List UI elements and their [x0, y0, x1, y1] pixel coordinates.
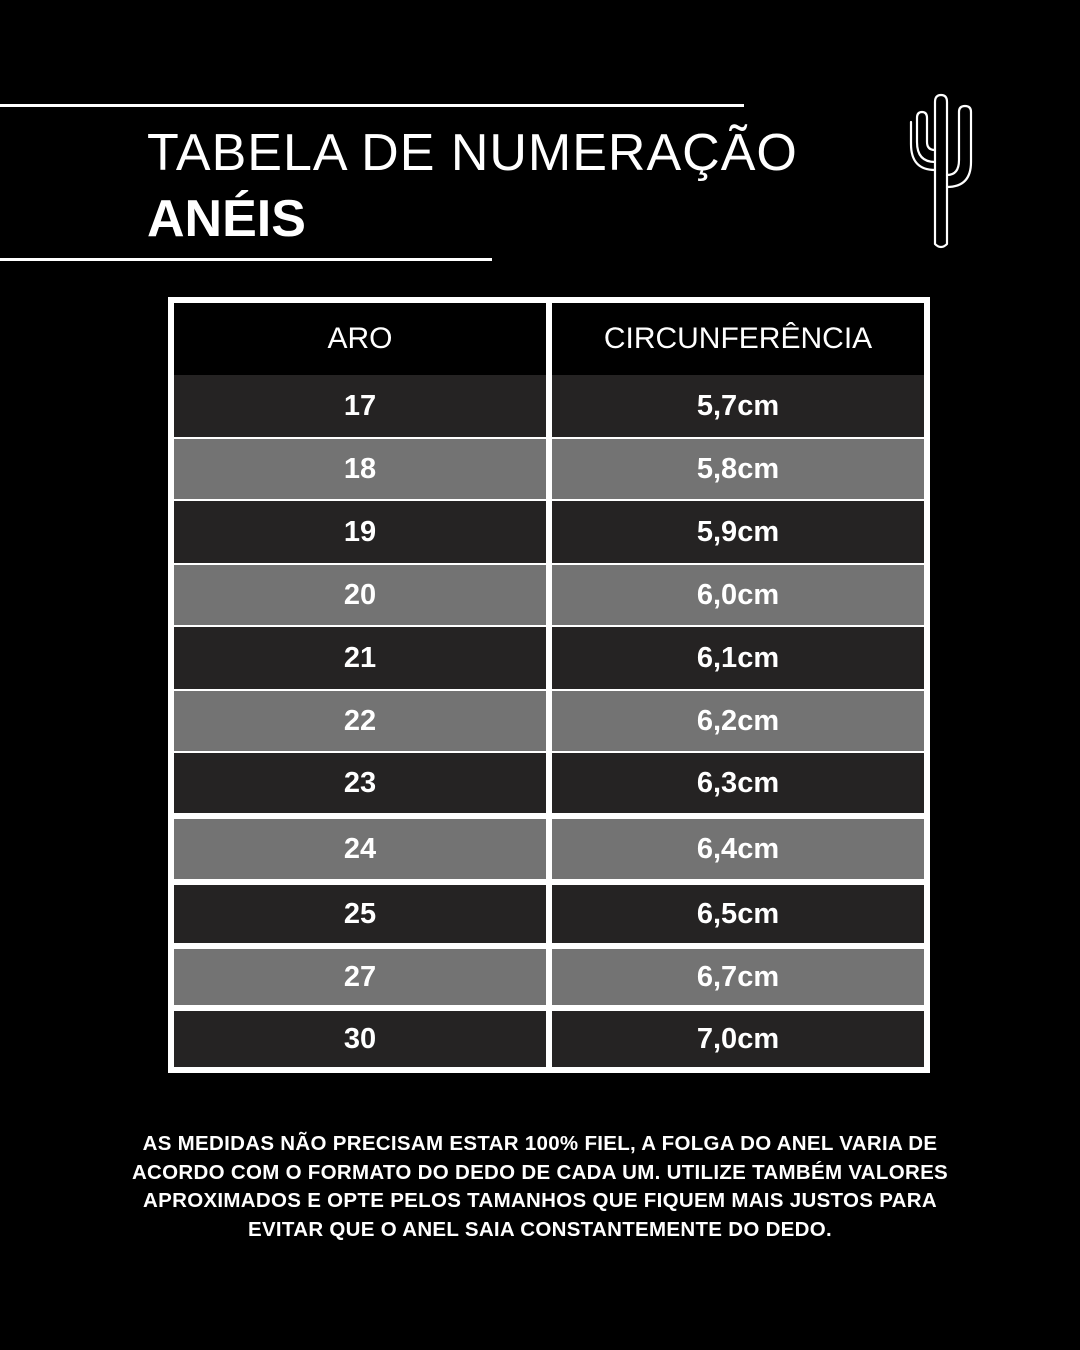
header-aro: ARO: [174, 303, 546, 375]
table-cell-aro: 24: [174, 819, 546, 879]
cactus-icon: [905, 92, 979, 252]
table-cell-circunferencia: 5,9cm: [552, 501, 924, 563]
table-cell-aro: 30: [174, 1011, 546, 1067]
table-cell-circunferencia: 6,1cm: [552, 627, 924, 689]
header-circunferencia: CIRCUNFERÊNCIA: [552, 303, 924, 375]
table-cell-aro: 22: [174, 691, 546, 751]
table-cell-aro: 19: [174, 501, 546, 563]
bottom-divider-line: [0, 258, 492, 261]
table-cell-circunferencia: 6,5cm: [552, 885, 924, 943]
table-cell-aro: 17: [174, 375, 546, 437]
table-cell-circunferencia: 6,7cm: [552, 949, 924, 1005]
table-cell-circunferencia: 7,0cm: [552, 1011, 924, 1067]
ring-size-table: [168, 297, 930, 1073]
table-cell-circunferencia: 6,4cm: [552, 819, 924, 879]
table-cell-aro: 20: [174, 565, 546, 625]
table-cell-aro: 18: [174, 439, 546, 499]
table-cell-aro: 25: [174, 885, 546, 943]
table-cell-circunferencia: 6,2cm: [552, 691, 924, 751]
table-cell-circunferencia: 5,8cm: [552, 439, 924, 499]
page-title: TABELA DE NUMERAÇÃO: [147, 124, 798, 182]
table-cell-aro: 21: [174, 627, 546, 689]
table-cell-aro: 27: [174, 949, 546, 1005]
top-divider-line: [0, 104, 744, 107]
disclaimer-note: AS MEDIDAS NÃO PRECISAM ESTAR 100% FIEL, A FOLGA DO ANEL VARIA DE ACORDO COM O FORMATO DO DEDO DE CADA UM. UTILIZE TAMBÉM VALORES APROXIMADOS E OPTE PELOS TAMANHOS QUE FIQUEM MAIS JUSTOS PARA EVITAR QUE O ANEL SAIA CONSTANTEMENTE DO DEDO.: [131, 1132, 949, 1241]
table-cell-circunferencia: 5,7cm: [552, 375, 924, 437]
page-subtitle: ANÉIS: [147, 190, 306, 248]
table-cell-circunferencia: 6,0cm: [552, 565, 924, 625]
table-cell-aro: 23: [174, 753, 546, 813]
table-cell-circunferencia: 6,3cm: [552, 753, 924, 813]
